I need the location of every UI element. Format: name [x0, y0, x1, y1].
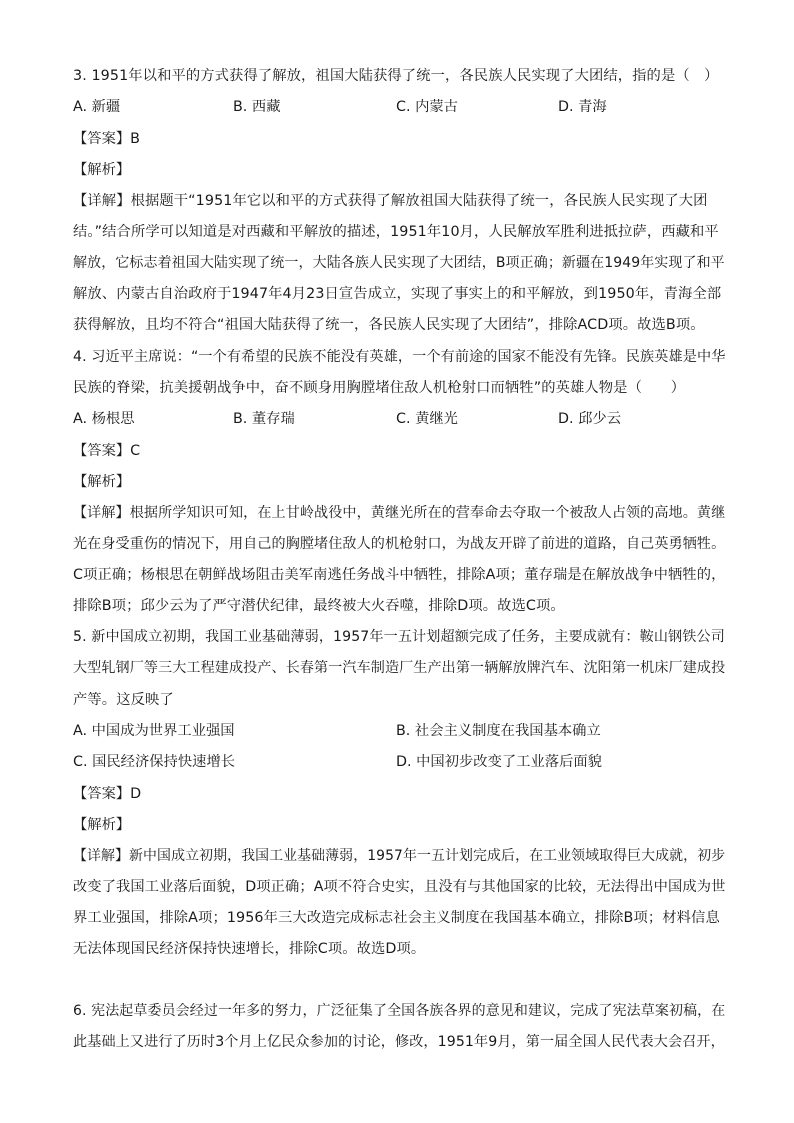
- q3-detail-line: 解放，它标志着祖国大陆实现了统一，大陆各族人民实现了大团结，B项正确；新疆在1949年实现了和平: [73, 255, 725, 271]
- q3-option-c: C. 内蒙古: [396, 99, 458, 115]
- q5-analysis-label: 【解析】: [73, 817, 131, 833]
- q3-answer: 【答案】B: [73, 131, 140, 147]
- q4-option-b: B. 董存瑞: [233, 411, 295, 427]
- q5-detail-line: 改变了我国工业落后面貌，D项正确；A项不符合史实，且没有与其他国家的比较，无法得出中国成为世: [73, 879, 726, 895]
- q5-stem-line: 5. 新中国成立初期，我国工业基础薄弱，1957年一五计划超额完成了任务，主要成就有：鞍山钢铁公司: [73, 629, 725, 645]
- q4-analysis-label: 【解析】: [73, 474, 131, 490]
- q3-detail-line: 结。”结合所学可以知道是对西藏和平解放的描述，1951年10月，人民解放军胜利进抵拉萨，西藏和平: [73, 224, 719, 240]
- q4-stem-line: 民族的脊梁，抗美援朝战争中，奋不顾身用胸膛堵住敌人机枪射口而牺牲”的英雄人物是（ ）: [73, 380, 686, 396]
- q6-stem-line: 此基础上又进行了历时3个月上亿民众参加的讨论，修改，1951年9月，第一届全国人民代表大会召开，: [73, 1034, 725, 1050]
- q3-option-b: B. 西藏: [233, 99, 281, 115]
- q4-stem-line: 4. 习近平主席说：“一个有希望的民族不能没有英雄，一个有前途的国家不能没有先锋。民族英雄是中华: [73, 349, 726, 365]
- q3-option-d: D. 青海: [558, 99, 607, 115]
- q5-detail-line: 无法体现国民经济保持快速增长，排除C项。故选D项。: [73, 941, 426, 957]
- q3-stem: 3. 1951年以和平的方式获得了解放，祖国大陆获得了统一，各民族人民实现了大团结，指的是（ ）: [73, 68, 719, 84]
- q4-detail-line: C项正确；杨根思在朝鲜战场阻击美军南逃任务战斗中牺牲，排除A项；董存瑞是在解放战争中牺牲的，: [73, 567, 726, 583]
- q3-detail-line: 获得解放，且均不符合“祖国大陆获得了统一，各民族人民实现了大团结”，排除ACD项。故选B项。: [73, 317, 705, 333]
- q5-option-d: D. 中国初步改变了工业落后面貌: [396, 754, 602, 770]
- q3-detail-line: 【详解】根据题干“1951年它以和平的方式获得了解放祖国大陆获得了统一，各民族人民实现了大团: [73, 193, 708, 209]
- q3-detail-line: 解放、内蒙古自治政府于1947年4月23日宣告成立，实现了事实上的和平解放，到1950年，青海全部: [73, 286, 722, 302]
- q5-option-c: C. 国民经济保持快速增长: [73, 754, 236, 770]
- q4-detail-line: 光在身受重伤的情况下，用自己的胸膛堵住敌人的机枪射口，为战友开辟了前进的道路，自己英勇牺牲。: [73, 536, 726, 552]
- q4-detail-line: 排除B项；邱少云为了严守潜伏纪律，最终被大火吞噬，排除D项。故选C项。: [73, 598, 565, 614]
- q5-option-a: A. 中国成为世界工业强国: [73, 723, 235, 739]
- q5-option-b: B. 社会主义制度在我国基本确立: [396, 723, 601, 739]
- q5-answer: 【答案】D: [73, 786, 142, 802]
- q4-answer: 【答案】C: [73, 443, 141, 459]
- q5-detail-line: 【详解】新中国成立初期，我国工业基础薄弱，1957年一五计划完成后，在工业领域取得巨大成就，初步: [73, 848, 726, 864]
- q4-detail-line: 【详解】根据所学知识可知，在上甘岭战役中，黄继光所在的营奉命去夺取一个被敌人占领的高地。黄继: [73, 505, 726, 521]
- q4-option-d: D. 邱少云: [558, 411, 621, 427]
- q5-detail-line: 界工业强国，排除A项；1956年三大改造完成标志社会主义制度在我国基本确立，排除B项；材料信息: [73, 910, 720, 926]
- q5-stem-line: 大型轧钢厂等三大工程建成投产、长春第一汽车制造厂生产出第一辆解放牌汽车、沈阳第一机床厂建成投: [73, 660, 726, 676]
- q3-option-a: A. 新疆: [73, 99, 121, 115]
- q4-option-a: A. 杨根思: [73, 411, 135, 427]
- q3-analysis-label: 【解析】: [73, 162, 131, 178]
- q6-stem-line: 6. 宪法起草委员会经过一年多的努力，广泛征集了全国各族各界的意见和建议，完成了宪法草案初稿，在: [73, 1003, 726, 1019]
- q4-option-c: C. 黄继光: [396, 411, 458, 427]
- q5-stem-line: 产等。这反映了: [73, 692, 174, 708]
